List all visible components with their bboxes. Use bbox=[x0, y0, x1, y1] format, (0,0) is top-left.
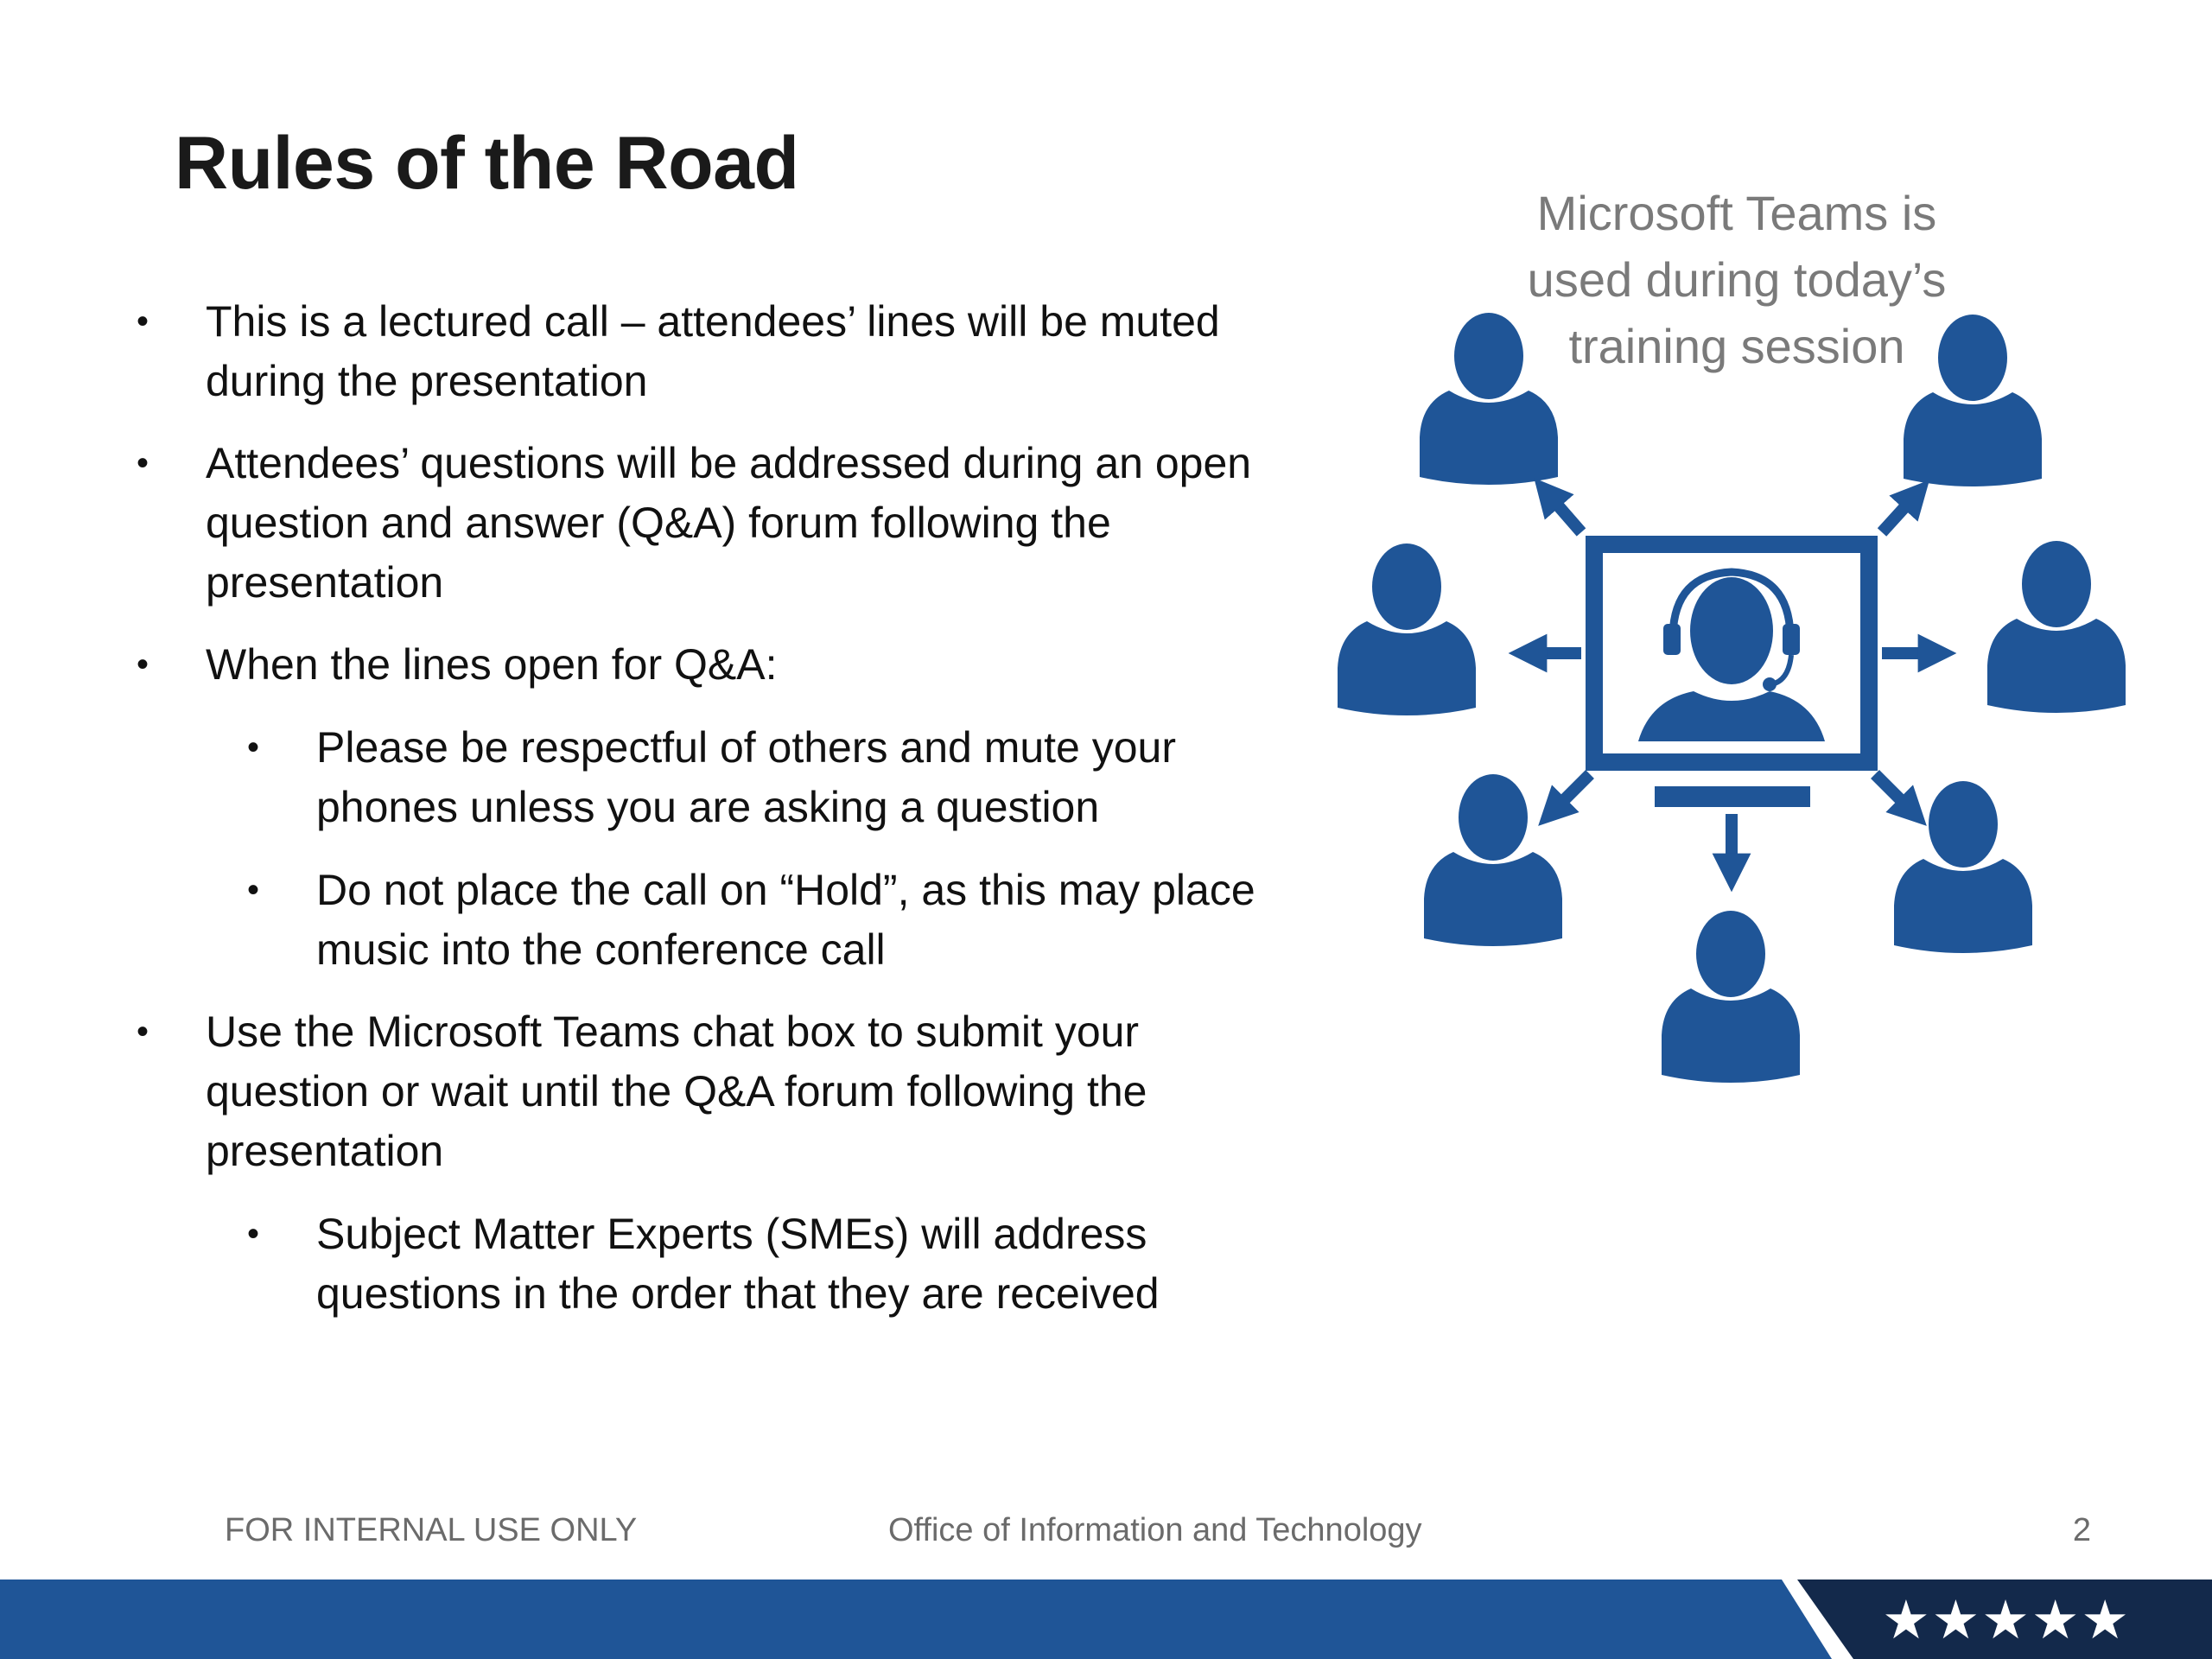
teams-caption: Microsoft Teams is used during today’s training session bbox=[1527, 186, 1947, 373]
bullet-text: Subject Matter Experts (SMEs) will address questions in the order that they are received bbox=[316, 1210, 1160, 1318]
bullet-text: Do not place the call on “Hold”, as this may place music into the conference call bbox=[316, 866, 1255, 974]
sub-bullet-item bbox=[240, 1205, 1287, 1324]
bullet-dot: • bbox=[247, 1215, 260, 1253]
bullet-dot: • bbox=[247, 728, 260, 766]
attendee-icon bbox=[1662, 911, 1800, 1083]
bullet-list bbox=[130, 292, 1287, 1324]
bullet-item bbox=[130, 292, 1287, 411]
sub-bullet-item bbox=[240, 861, 1287, 980]
page-number: 2 bbox=[2072, 1512, 2091, 1548]
organization-label: Office of Information and Technology bbox=[888, 1512, 1422, 1548]
classification-label: FOR INTERNAL USE ONLY bbox=[225, 1512, 638, 1548]
bullet-text: When the lines open for Q&A: bbox=[206, 640, 778, 689]
bullet-text: This is a lectured call – attendees’ lines will be muted during the presentation bbox=[206, 297, 1220, 405]
footer-bar bbox=[0, 1580, 2212, 1659]
bullet-dot: • bbox=[247, 871, 260, 909]
bullet-item bbox=[130, 434, 1287, 613]
bullet-item bbox=[130, 1002, 1287, 1181]
attendee-icon bbox=[1338, 543, 1476, 715]
presenter-monitor-icon bbox=[1594, 544, 1869, 807]
bullet-text: Please be respectful of others and mute your phones unless you are asking a question bbox=[316, 723, 1177, 831]
bullet-item bbox=[130, 635, 1287, 695]
presenter-network-icon bbox=[1322, 311, 2134, 1123]
bullet-dot: • bbox=[137, 645, 149, 683]
bullet-text: Attendees’ questions will be addressed during an open question and answer (Q&A) forum following the presentation bbox=[206, 439, 1252, 607]
stars-icon: ★★★★★ bbox=[1882, 1588, 2131, 1651]
attendee-icon bbox=[1904, 315, 2042, 486]
attendee-icon bbox=[1420, 313, 1558, 485]
bullet-dot: • bbox=[137, 302, 149, 340]
attendee-icon bbox=[1987, 541, 2126, 713]
bullet-dot: • bbox=[137, 1013, 149, 1051]
bullet-dot: • bbox=[137, 444, 149, 482]
sub-bullet-item bbox=[240, 718, 1287, 837]
attendee-icon bbox=[1424, 774, 1562, 946]
slide-title: Rules of the Road bbox=[175, 122, 799, 205]
bullet-text: Use the Microsoft Teams chat box to submit your question or wait until the Q&A forum following the presentation bbox=[206, 1007, 1147, 1175]
